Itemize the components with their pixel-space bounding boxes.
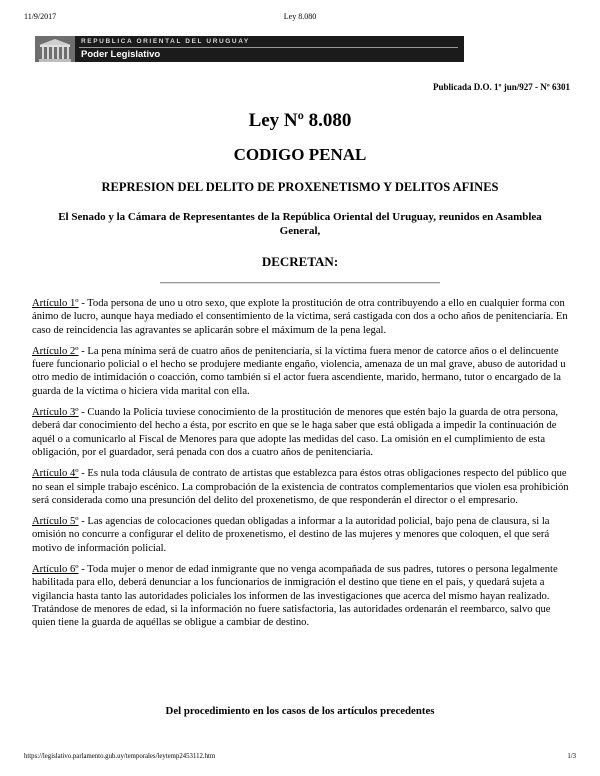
code-title: CODIGO PENAL (233, 145, 367, 164)
article-link[interactable]: Artículo 4º (32, 468, 79, 480)
article-link[interactable]: Artículo 6º (32, 564, 79, 576)
page-number: 1/3 (567, 753, 576, 760)
horizontal-rule (160, 282, 440, 284)
print-header (24, 12, 576, 24)
article-1 (32, 297, 569, 337)
article-text: - La pena mínima será de cuatro años de penitenciaría, si la víctima fuera menor de catorce años o el delincuente fuere funcionario policial o el hecho se produjere mediante engaño, violencia, amenaza de un mal grave, abuso de autoridad u otro medio de intimidación o coacción, como también si el actor fuera ascendiente, marido, hermano, tutor o encargado de la guarda de la víctima o hiciera vida marital con ella. (32, 345, 566, 397)
article-2 (32, 345, 569, 398)
banner-org: REPUBLICA ORIENTAL DEL URUGUAY (81, 38, 250, 45)
article-6 (32, 563, 569, 629)
article-text: - Cuando la Policía tuviese conocimiento de la prostitución de menores que estén bajo la guarda de otra persona, deberá dar conocimiento del hecho a ésta, por escrito en que se le haga saber que está obligada a impedir la continuación de aquél o a comunicarlo al Fiscal de Menores para que adopte las medidas del caso. La omisión en el cumplimiento de esta obligación, por el guardador, será penada con dos a cuatro años de penitenciaría. (32, 407, 559, 458)
article-link[interactable]: Artículo 5º (32, 516, 79, 528)
decretan-heading: DECRETAN: (261, 254, 339, 269)
banner-name: Poder Legislativo (81, 49, 161, 60)
print-title: Ley 8.080 (283, 12, 317, 21)
print-url: https://legislativo.parlamento.gub.uy/temporales/leytemp2453112.htm (24, 753, 216, 760)
article-4 (32, 467, 569, 507)
parliament-building-icon (35, 36, 75, 62)
article-5 (32, 515, 569, 555)
articles-list (32, 297, 569, 638)
law-title: Ley Nº 8.080 (248, 110, 352, 131)
article-3 (32, 406, 569, 459)
article-link[interactable]: Artículo 1º (32, 298, 79, 309)
article-link[interactable]: Artículo 3º (32, 407, 79, 419)
publication-note: Publicada D.O. 1º jun/927 - Nº 6301 (433, 82, 570, 92)
print-footer (24, 753, 576, 765)
law-subtitle: REPRESION DEL DELITO DE PROXENETISMO Y DELITOS AFINES (101, 180, 499, 194)
article-text: - Toda mujer o menor de edad inmigrante que no venga acompañada de sus padres, tutores o persona legalmente habilitada para ello, deberá denunciar a los funcionarios de inmigración el destino que tiene en el país, y quedará sujeta a vigilancia hasta tanto las autoridades policiales los informen de las investigaciones que acerca del mismo hayan realizado. Tratándose de menores de edad, si la información no fuere satisfactoria, las autoridades ordenarán el reembarco, salvo que quien tiene la guarda de aquéllas se obligue a cambiar de destino. (32, 564, 558, 629)
banner-divider (79, 47, 458, 48)
article-text: - Es nula toda cláusula de contrato de artistas que establezca para éstos otras obligaciones respecto del público que no sean el simple trabajo escénico. La comprobación de la existencia de contratos complementarios que violen esa prohibición será considerada como una presunción del delito del proxenetismo, de que responderán el director o el empresario. (32, 468, 569, 506)
enacting-clause: El Senado y la Cámara de Representantes de la República Oriental del Uruguay, reunidos en Asamblea General, (58, 211, 542, 237)
site-banner[interactable] (35, 36, 464, 62)
article-text: - Las agencias de colocaciones quedan obligadas a informar a la autoridad policial, bajo pena de clausura, si la omisión no concurre a configurar el delito de proxenetismo, el destino de las mujeres y menores que coloquen, el que será motivo de información policial. (32, 516, 550, 554)
article-text: - Toda persona de uno u otro sexo, que explote la prostitución de otra contribuyendo a ello en cualquier forma con ánimo de lucro, aunque haya mediado el consentimiento de la víctima, será castigada con dos a ocho años de penitenciaría. En caso de reincidencia las agravantes se aplicarán sobre el máximum de la pena legal. (32, 298, 568, 336)
print-date: 11/9/2017 (24, 12, 57, 21)
section-heading: Del procedimiento en los casos de los artículos precedentes (165, 705, 435, 717)
article-link[interactable]: Artículo 2º (32, 345, 79, 357)
